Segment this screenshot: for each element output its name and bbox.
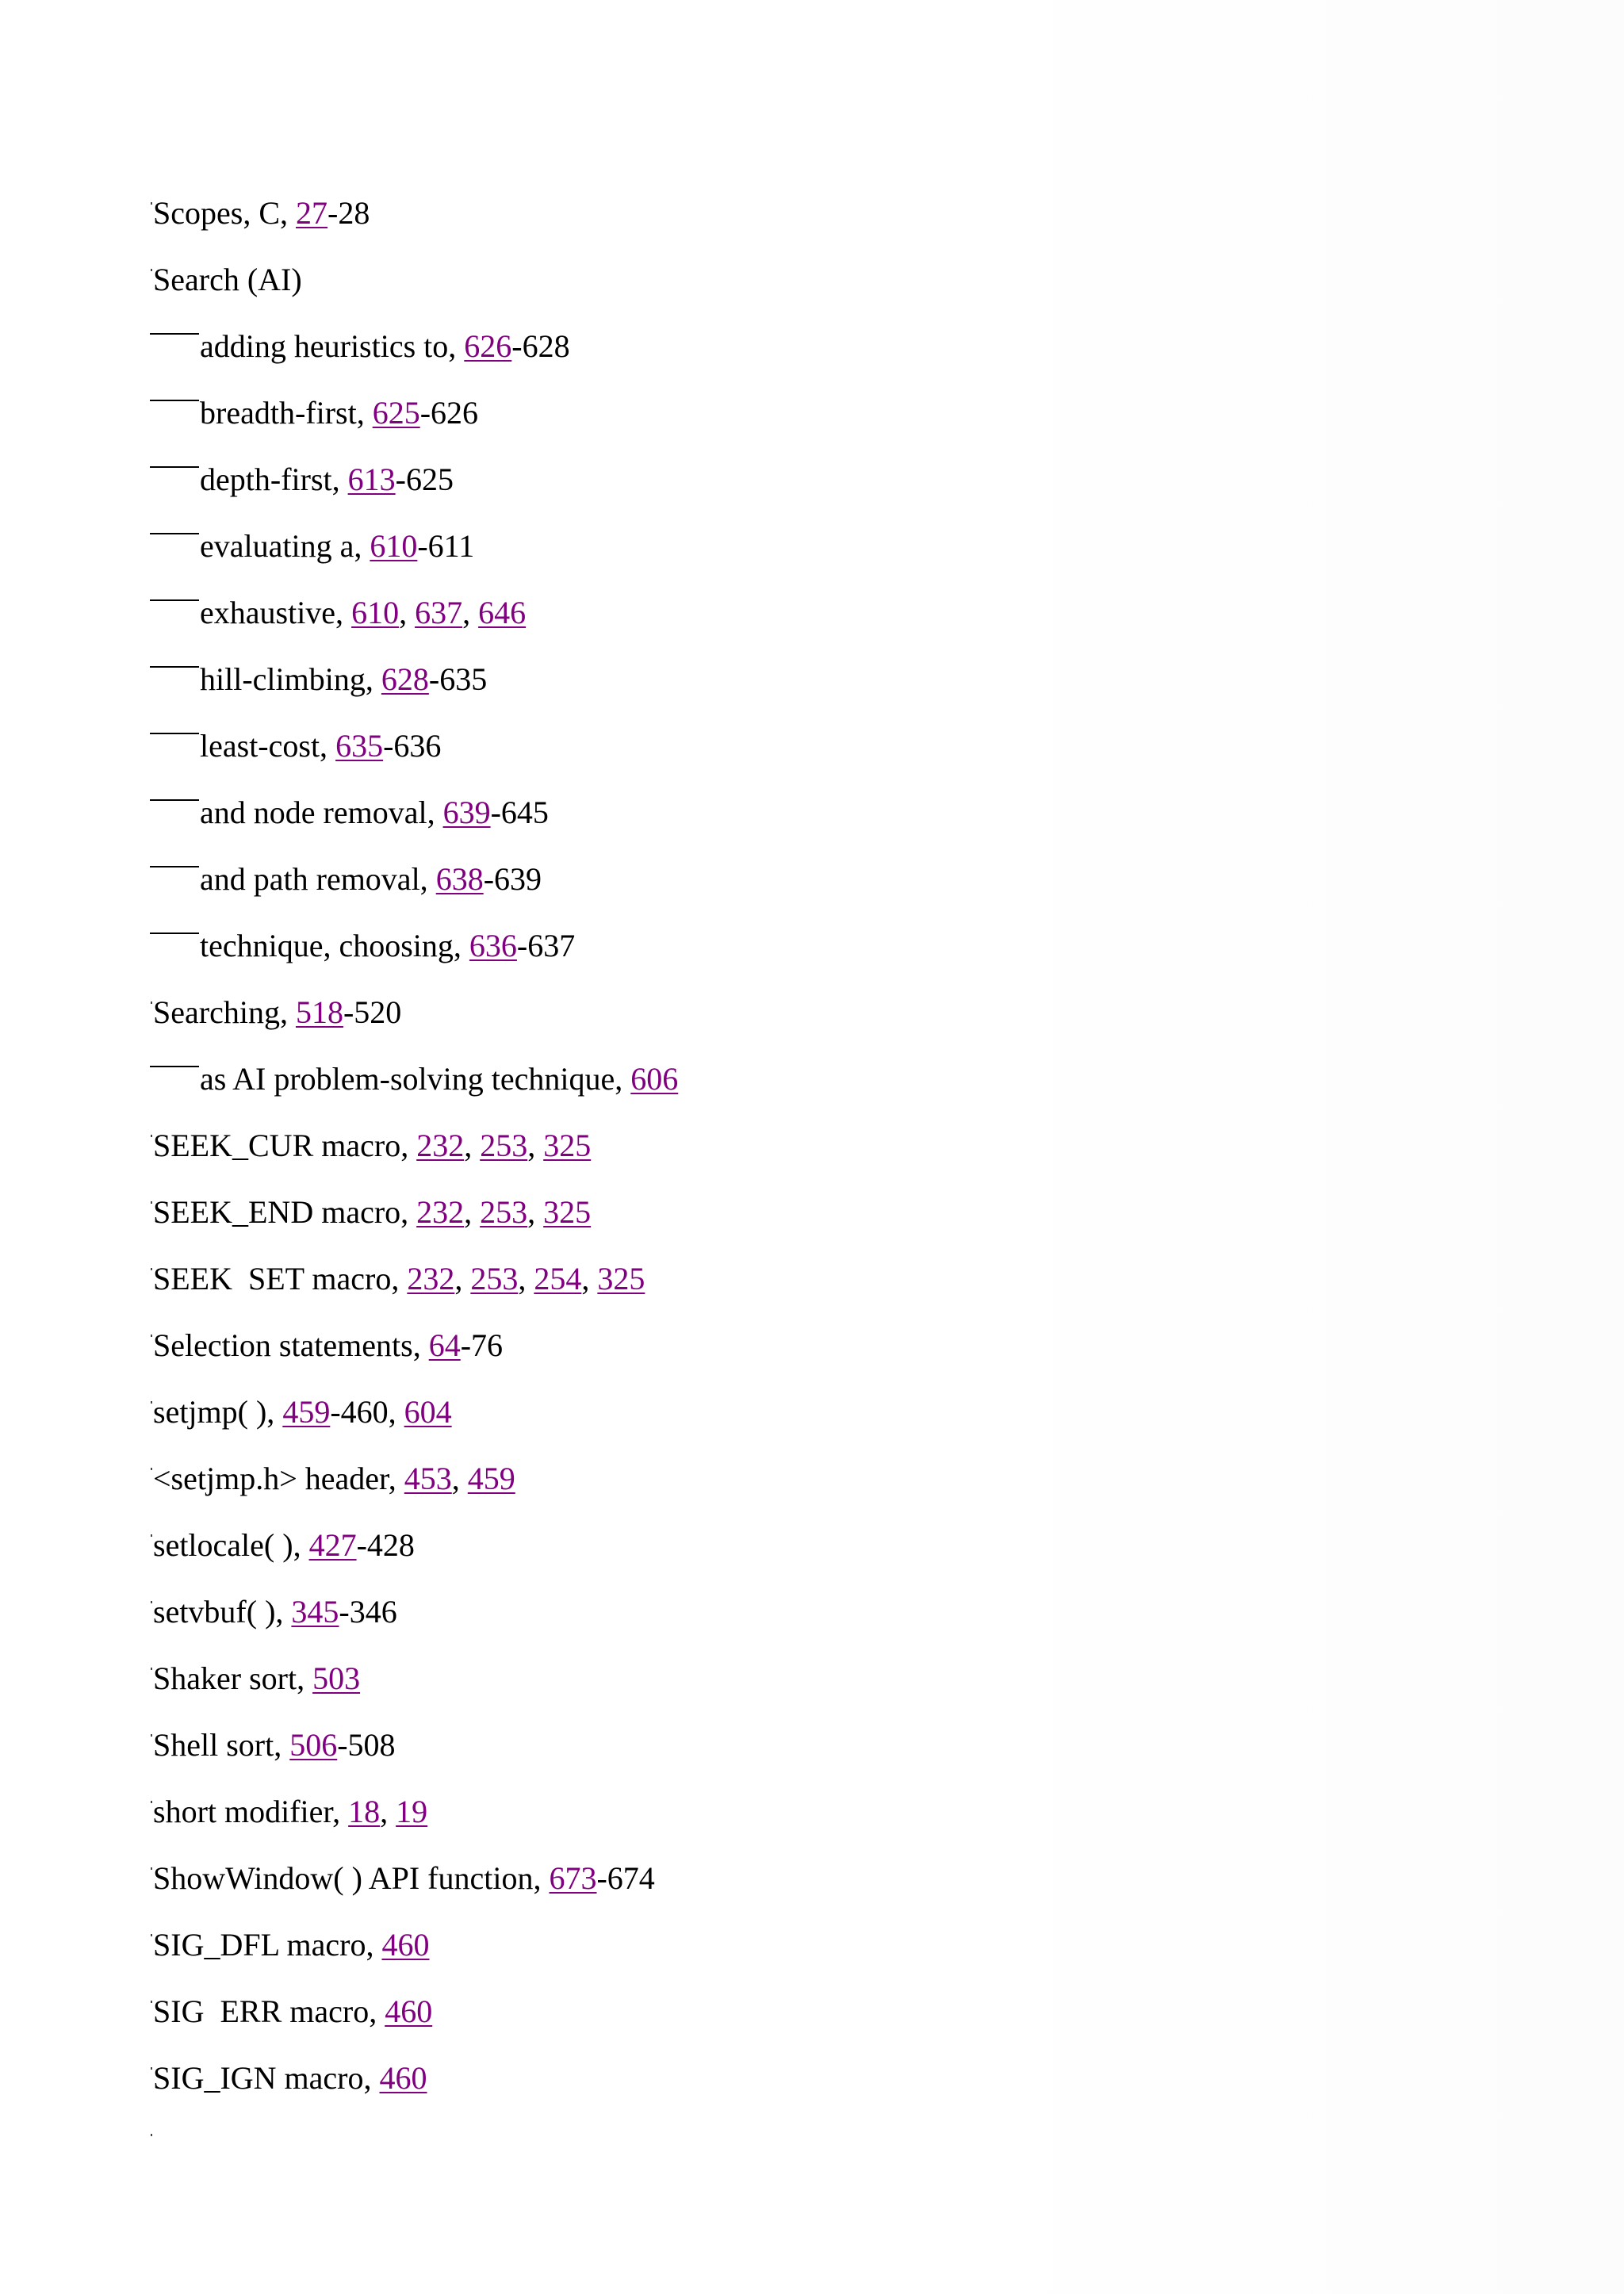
entry-text: SIG ERR macro, [153,1993,385,2029]
index-entry [150,1512,1498,1579]
entry-text: -626 [419,395,479,431]
page-link[interactable]: 253 [470,1261,519,1296]
index-entry [150,1246,1498,1312]
entry-content [150,395,478,431]
entry-content [150,928,575,963]
index-subentry [150,313,1498,380]
entry-text: evaluating a, [200,528,370,564]
subentry-dash [150,866,199,867]
entry-text: as AI problem-solving technique, [200,1061,631,1097]
page-link[interactable]: 673 [549,1860,597,1896]
index-entry [150,1645,1498,1712]
entry-content [150,1394,452,1430]
entry-text: SEEK_END macro, [153,1194,417,1230]
entry-content [150,1461,515,1496]
entry-content [150,2060,427,2096]
entry-text: , [527,1194,544,1230]
entry-text: -635 [428,661,488,697]
page-link[interactable]: 232 [416,1128,465,1163]
entry-text: , [380,1794,396,1829]
page-link[interactable]: 453 [404,1461,452,1496]
entry-text: -460, [330,1394,404,1430]
entry-content [150,1261,645,1296]
entry-marker [151,2134,152,2136]
entry-content [150,328,570,364]
page-link[interactable]: 325 [597,1261,645,1296]
entry-text: exhaustive, [200,595,352,630]
entry-text: depth-first, [200,461,348,497]
entry-marker [151,1268,152,1270]
entry-content [150,1194,591,1230]
entry-text: , [399,595,416,630]
entry-content [150,1660,360,1696]
index-entry [150,1446,1498,1512]
subentry-dash [150,933,199,934]
index-subentry [150,380,1498,446]
page-link[interactable]: 19 [396,1794,428,1829]
index-subentry [150,846,1498,913]
entry-content [150,1993,432,2029]
entry-text: and node removal, [200,795,443,830]
index-subentry [150,513,1498,580]
page-link[interactable]: 506 [289,1727,338,1763]
index-entry [150,1379,1498,1446]
entry-text: , [454,1261,471,1296]
entry-marker [151,1534,152,1537]
entry-content [150,262,302,297]
page-link[interactable]: 232 [416,1194,465,1230]
page-link[interactable]: 460 [381,1927,430,1963]
entry-text: hill-climbing, [200,661,381,697]
entry-content [150,1927,429,1963]
entry-text: -639 [483,861,542,897]
page-link[interactable]: 646 [478,595,527,630]
entry-content [150,1727,396,1763]
subentry-dash [150,333,199,335]
entry-marker [151,1001,152,1004]
entry-text: -28 [327,195,370,231]
page-link[interactable]: 460 [379,2060,427,2096]
entry-text: , [527,1128,544,1163]
entry-text: adding heuristics to, [200,328,465,364]
page-link[interactable]: 27 [296,195,327,231]
subentry-dash [150,1066,199,1067]
entry-content [150,1061,678,1097]
index-subentry [150,446,1498,513]
entry-text: -674 [596,1860,655,1896]
index-list [150,180,1498,2178]
page-link[interactable]: 606 [630,1061,679,1097]
entry-text: setjmp( ), [153,1394,283,1430]
page-link[interactable]: 518 [295,994,343,1030]
index-entry [150,1912,1498,1978]
page-link[interactable]: 325 [543,1194,592,1230]
entry-text: -628 [511,328,570,364]
index-entry [150,1179,1498,1246]
index-entry [150,1712,1498,1779]
entry-text: SIG_DFL macro, [153,1927,382,1963]
page-link[interactable]: 503 [312,1660,361,1696]
entry-text: and path removal, [200,861,436,897]
page-link[interactable]: 639 [442,795,491,830]
page-link[interactable]: 427 [308,1527,357,1563]
page-link[interactable]: 459 [282,1394,331,1430]
entry-content [150,1527,415,1563]
page-link[interactable]: 18 [348,1794,381,1829]
entry-content [150,1128,591,1163]
entry-text: -625 [395,461,454,497]
entry-text: setlocale( ), [153,1527,309,1563]
entry-text: , [464,1194,481,1230]
entry-content [150,1327,503,1363]
entry-text: , [464,1128,481,1163]
subentry-dash [150,733,199,734]
index-entry [150,2045,1498,2112]
page-link[interactable]: 610 [370,528,418,564]
index-entry [150,979,1498,1046]
entry-marker [151,1668,152,1670]
index-entry [150,1845,1498,1912]
page-link[interactable]: 638 [435,861,484,897]
entry-marker [151,1335,152,1337]
page-link[interactable]: 253 [480,1194,528,1230]
entry-text: -76 [460,1327,504,1363]
entry-marker [151,1135,152,1137]
index-entry [150,1978,1498,2045]
entry-marker [151,1801,152,1803]
entry-text: SEEK_CUR macro, [153,1128,417,1163]
entry-text: SIG_IGN macro, [153,2060,380,2096]
index-entry [150,1579,1498,1645]
entry-text: , [518,1261,534,1296]
page-link[interactable]: 459 [467,1461,515,1496]
entry-content [150,1860,655,1896]
entry-text: , [462,595,479,630]
entry-text: setvbuf( ), [153,1594,292,1630]
subentry-dash [150,533,199,534]
entry-text: short modifier, [153,1794,349,1829]
entry-marker [151,1468,152,1470]
entry-text: -645 [490,795,549,830]
index-subentry [150,713,1498,779]
entry-text: technique, choosing, [200,928,469,963]
page-link[interactable]: 232 [407,1261,455,1296]
entry-content [150,1794,427,1829]
entry-text: -637 [516,928,576,963]
index-subentry [150,580,1498,646]
index-subentry [150,913,1498,979]
page-link[interactable]: 254 [534,1261,582,1296]
entry-text: -520 [343,994,402,1030]
index-subentry [150,779,1498,846]
entry-marker [151,1734,152,1737]
entry-content [150,994,401,1030]
entry-marker [151,202,152,205]
entry-text: Shell sort, [153,1727,290,1763]
page-link[interactable]: 625 [372,395,420,431]
entry-marker [151,269,152,271]
index-entry [150,1113,1498,1179]
page-link[interactable]: 345 [291,1594,339,1630]
subentry-dash [150,799,199,801]
entry-content [150,1594,397,1630]
entry-text: ShowWindow( ) API function, [153,1860,550,1896]
index-entry [150,1312,1498,1379]
entry-text: , [451,1461,468,1496]
page-link[interactable]: 460 [385,1993,433,2029]
entry-marker [151,1401,152,1404]
page-link[interactable]: 613 [347,461,396,497]
page-link[interactable]: 626 [464,328,512,364]
entry-marker [151,1867,152,1870]
subentry-dash [150,599,199,601]
page-link[interactable]: 637 [415,595,463,630]
page-link[interactable]: 253 [480,1128,528,1163]
page-link[interactable]: 635 [335,728,384,764]
entry-content [150,861,542,897]
entry-marker [151,1934,152,1936]
entry-text: breadth-first, [200,395,373,431]
page-link[interactable]: 628 [381,661,429,697]
subentry-dash [150,666,199,668]
subentry-dash [150,400,199,401]
entry-text: Search (AI) [153,262,302,297]
page-link[interactable]: 325 [543,1128,592,1163]
entry-marker [151,2001,152,2003]
page-link[interactable]: 636 [469,928,517,963]
entry-text: -636 [383,728,442,764]
entry-marker [151,1601,152,1603]
index-subentry [150,1046,1498,1113]
entry-content [150,195,370,231]
entry-marker [151,2067,152,2070]
subentry-dash [150,466,199,468]
index-subentry [150,646,1498,713]
entry-text: <setjmp.h> header, [153,1461,404,1496]
entry-text: , [581,1261,598,1296]
entry-text: Selection statements, [153,1327,429,1363]
page-link[interactable]: 64 [428,1327,461,1363]
entry-text: -346 [339,1594,397,1630]
index-entry [150,247,1498,313]
entry-text: -611 [417,528,475,564]
index-entry [150,180,1498,247]
entry-text: -428 [356,1527,415,1563]
index-entry [150,1779,1498,1845]
page-link[interactable]: 604 [404,1394,452,1430]
trailing-marker-line [150,2112,1498,2178]
entry-content [150,661,487,697]
entry-content [150,795,549,830]
entry-text: least-cost, [200,728,336,764]
entry-marker [151,1201,152,1204]
entry-content [150,595,526,630]
page-link[interactable]: 610 [351,595,400,630]
entry-text: Scopes, C, [153,195,296,231]
entry-text: Searching, [153,994,296,1030]
entry-text: SEEK SET macro, [153,1261,408,1296]
entry-text: Shaker sort, [153,1660,313,1696]
entry-text: -508 [337,1727,396,1763]
